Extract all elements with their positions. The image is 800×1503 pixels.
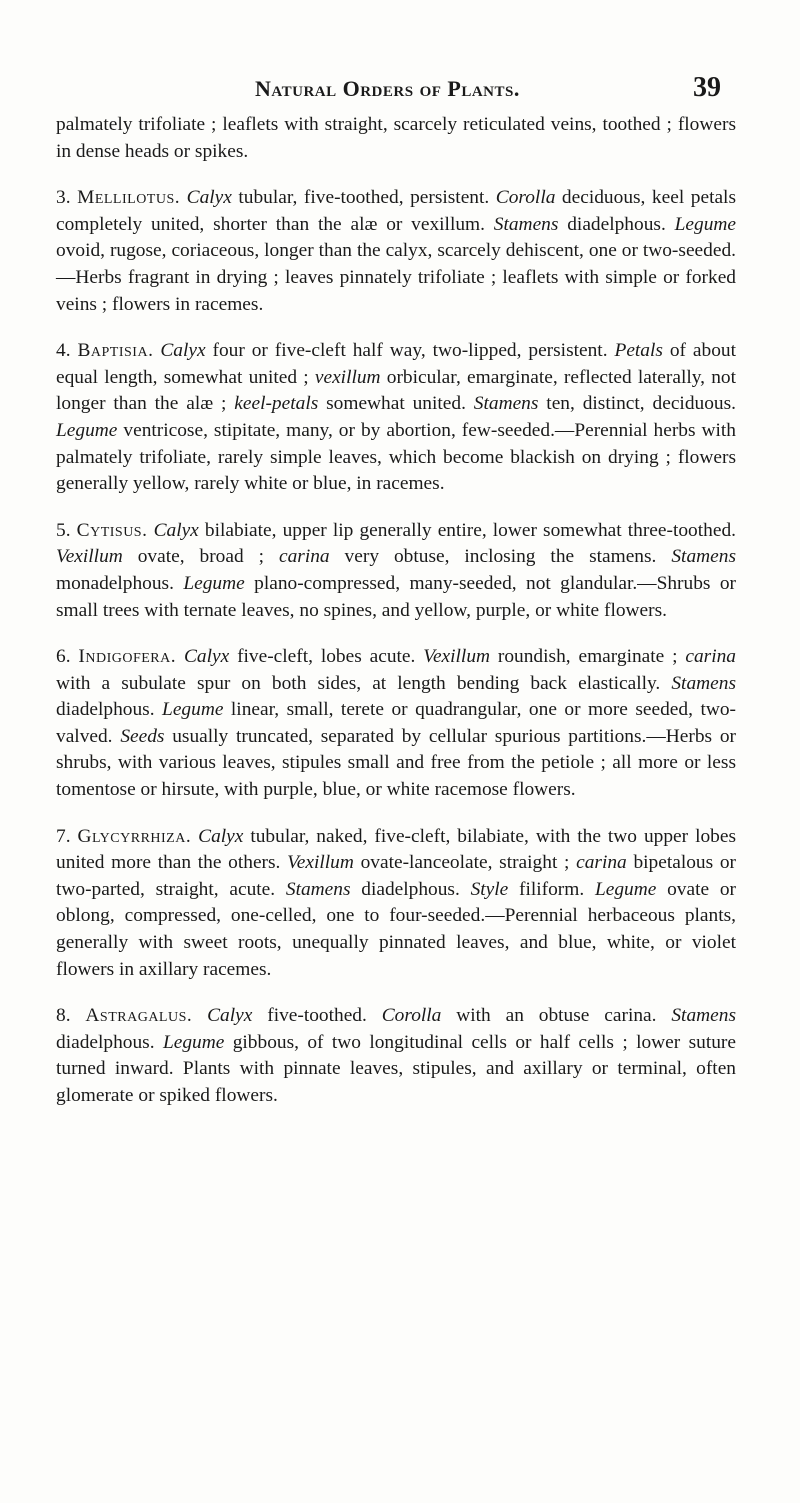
text-run: deciduous, keel petals completely united, shorter than the alæ or vexillum. xyxy=(56,187,736,235)
italic-term: Stamens xyxy=(493,213,559,235)
italic-term: carina xyxy=(576,852,627,874)
text-run: ovate-lanceolate, straight ; xyxy=(353,852,577,874)
italic-term: Petals xyxy=(614,340,663,362)
italic-term: Calyx xyxy=(160,340,206,362)
genus-entry-melilotus xyxy=(56,185,736,318)
italic-term: Calyx xyxy=(153,519,199,541)
italic-term: Legume xyxy=(594,878,657,900)
text-run: tubular, five-toothed, persistent. xyxy=(231,187,496,209)
italic-term: Corolla xyxy=(381,1005,442,1027)
italic-term: Stamens xyxy=(285,878,351,900)
text-run: bipetalous or two-parted, straight, acute. xyxy=(56,852,736,900)
italic-term: Style xyxy=(470,878,509,900)
text-run: gibbous, of two longitudinal cells or half cells ; lower suture turned inward. Plants with pinnate leaves, stipules, and axillary or terminal, often glomerate or spiked flowers. xyxy=(56,1031,736,1106)
italic-term: Legume xyxy=(183,572,245,594)
text-run: linear, small, terete or quadrangular, one or more seeded, two-valved. xyxy=(56,699,736,747)
paragraph-continuation xyxy=(56,112,736,165)
text-run xyxy=(176,646,184,667)
genus-entry-indigofera xyxy=(56,644,736,804)
genus-name: Astragalus. xyxy=(85,1005,193,1027)
genus-name: Mellilotus. xyxy=(77,187,181,209)
italic-term: vexillum xyxy=(314,366,381,388)
italic-term: Stamens xyxy=(671,1005,736,1027)
genus-entry-glycyrrhiza xyxy=(56,824,736,984)
italic-term: Vexillum xyxy=(287,852,354,874)
text-run: orbicular, emarginate, reflected laterally, not longer than the alæ ; xyxy=(56,366,736,415)
text-run: tubular, naked, five-cleft, bilabiate, with the two upper lobes united more than the others. xyxy=(56,825,737,874)
italic-term: Calyx xyxy=(183,646,230,668)
text-run: with a subulate spur on both sides, at length bending back elastically. xyxy=(56,672,672,694)
genus-entry-astragalus xyxy=(56,1003,736,1109)
text-run: 3. xyxy=(56,187,78,209)
text-run: usually truncated, separated by cellular spurious partitions.—Herbs or shrubs, with various leaves, stipules small and free from the petiole ; all more or less tomentose or hirsute, with purple, blue, or white racemose flowers. xyxy=(56,725,736,801)
text-run: 6. xyxy=(56,646,79,668)
text-run: 4. xyxy=(56,340,78,362)
text-run: four or five-cleft half way, two-lipped, persistent. xyxy=(205,340,615,362)
text-run: ovate or oblong, compressed, one-celled, one to four-seeded.—Perennial herbaceous plants, generally with sweet roots, unequally pinnated leaves, and blue, white, or violet flowers in axillary racemes. xyxy=(56,878,736,980)
italic-term: carina xyxy=(685,646,737,668)
body-text xyxy=(56,112,736,1110)
italic-term: Legume xyxy=(674,213,737,235)
genus-entry-baptisia xyxy=(56,338,736,498)
text-run: 7. xyxy=(56,825,78,847)
text-run: ovoid, rugose, coriaceous, longer than the calyx, scarcely dehiscent, one or two-seeded.—Herbs fragrant in drying ; leaves pinnately trifoliate ; leaflets with simple or forked veins ; flowers in racemes. xyxy=(56,240,736,315)
page-header xyxy=(0,72,800,112)
genus-name: Glycyrrhiza. xyxy=(77,825,192,847)
text-run xyxy=(192,1005,207,1026)
text-run: roundish, emarginate ; xyxy=(490,646,686,668)
italic-term: keel-petals xyxy=(234,393,319,415)
italic-term: Legume xyxy=(162,699,224,721)
italic-term: Calyx xyxy=(207,1005,253,1027)
text-run: ten, distinct, deciduous. xyxy=(538,393,736,415)
running-title: Natural Orders of Plants. xyxy=(255,76,520,101)
text-run: 5. xyxy=(56,519,77,541)
italic-term: Calyx xyxy=(186,187,232,209)
text-run: with an obtuse carina. xyxy=(441,1005,672,1027)
text-run: monadelphous. xyxy=(56,572,184,594)
italic-term: carina xyxy=(278,546,330,568)
text-run: diadelphous. xyxy=(56,699,163,721)
text-run: ovate, broad ; xyxy=(122,546,279,568)
italic-term: Stamens xyxy=(473,393,539,415)
italic-term: Legume xyxy=(162,1031,225,1053)
italic-term: Corolla xyxy=(495,187,556,209)
genus-name: Indigofera. xyxy=(78,646,177,668)
genus-name: Cytisus. xyxy=(76,519,148,541)
text-run: ventricose, stipitate, many, or by abortion, few-seeded.—Perennial herbs with palmately trifoliate, rarely simple leaves, which become blackish on drying ; flowers generally yellow, rarely white or blue, in racemes. xyxy=(56,419,736,495)
italic-term: Seeds xyxy=(120,725,165,747)
genus-entry-cytisus xyxy=(56,518,736,624)
italic-term: Stamens xyxy=(671,546,736,568)
text-run: bilabiate, upper lip generally entire, lower somewhat three-toothed. xyxy=(198,519,736,541)
italic-term: Vexillum xyxy=(56,546,123,568)
text-run: five-toothed. xyxy=(252,1005,382,1027)
italic-term: Vexillum xyxy=(423,646,491,668)
genus-name: Baptisia. xyxy=(77,340,154,362)
italic-term: Calyx xyxy=(198,825,244,847)
italic-term: Stamens xyxy=(671,672,736,694)
text-run: 8. xyxy=(56,1005,86,1027)
page-number: 39 xyxy=(693,72,721,103)
text-run: of about equal length, somewhat united ; xyxy=(56,340,736,388)
text-run: very obtuse, inclosing the stamens. xyxy=(329,546,672,568)
text-run: plano-compressed, many-seeded, not glandular.—Shrubs or small trees with ternate leaves, no spines, and yellow, purple, or white flowers. xyxy=(56,572,736,621)
text-run: diadelphous. xyxy=(350,878,471,900)
text-run: diadelphous. xyxy=(56,1031,163,1053)
text-run: palmately trifoliate ; leaflets with straight, scarcely reticulated veins, toothed ; flowers in dense heads or spikes. xyxy=(56,114,736,162)
text-run: five-cleft, lobes acute. xyxy=(229,646,424,668)
text-run: filiform. xyxy=(508,878,595,900)
text-run: diadelphous. xyxy=(558,213,675,235)
italic-term: Legume xyxy=(56,419,118,441)
text-run: somewhat united. xyxy=(318,393,474,415)
